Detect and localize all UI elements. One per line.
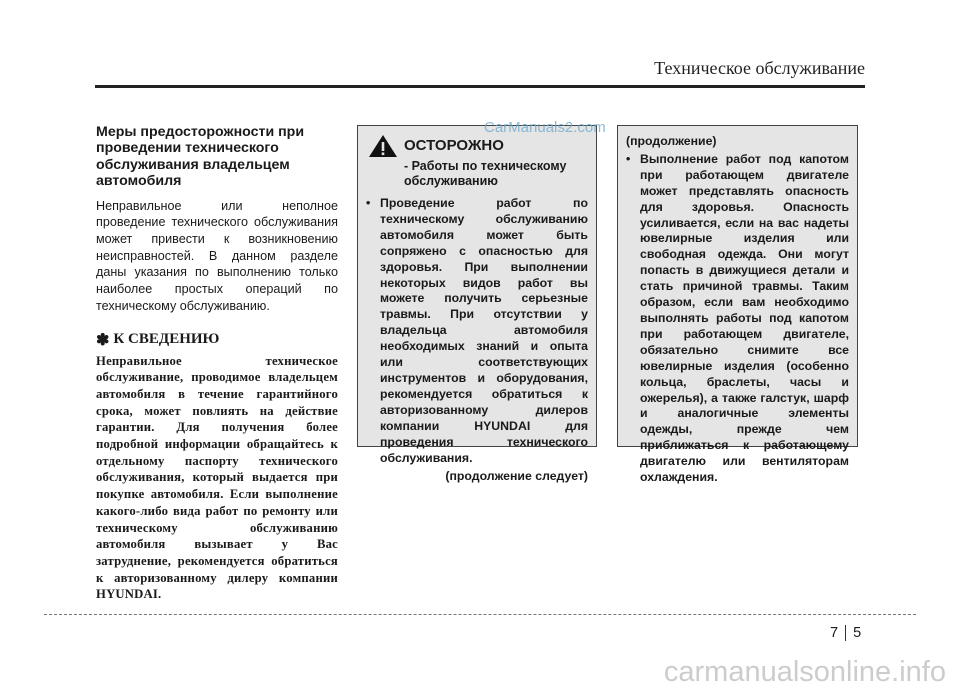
- watermark-bottom: carmanualsonline.info: [663, 656, 946, 688]
- bullet-icon: •: [366, 196, 371, 210]
- list-item: [626, 152, 849, 486]
- warning-header: [368, 134, 588, 158]
- note-title: К СВЕДЕНИЮ: [113, 331, 220, 348]
- chapter-number: 7: [830, 625, 839, 641]
- continued-note: (продолжение следует): [445, 469, 588, 484]
- page-number-value: 5: [853, 625, 862, 641]
- continued-warning-text: Выполнение работ под капотом при работающем двигателе может представлять опасность для здоровья. Опасность усиливается, если на вас надеты ювелирные изделия или свободная одежда. Они могут попасть в движущиеся детали и стать причиной травмы. Таким образом, если вам необходимо выполнять работы под капотом при работающем двигателе, обязательно снимите все ювелирные изделия (особенно кольца, браслеты, часы и ожерелья), а также галстук, шарф и аналогичные элементы одежды, прежде чем приближаться к работающему двигателю или вентиляторам охлаждения.: [640, 151, 849, 485]
- header-rule: [95, 85, 865, 88]
- watermark-top: CarManuals2.com: [484, 119, 606, 136]
- warning-box: [357, 125, 597, 484]
- page-number-divider: [845, 625, 846, 641]
- continued-warning-box: [617, 125, 858, 485]
- warning-triangle-icon: [368, 134, 398, 158]
- list-item: [366, 196, 588, 466]
- page-number: [830, 625, 861, 641]
- note-heading: [96, 330, 338, 350]
- footer-rule: [44, 614, 916, 615]
- section-heading: Меры предосторожности при проведении технического обслуживания владельцем автомобиля: [96, 124, 305, 190]
- warning-subtitle: - Работы по техническому обслуживанию: [404, 159, 567, 188]
- running-header-title: Техническое обслуживание: [654, 58, 865, 78]
- intro-paragraph: Неправильное или неполное проведение технического обслуживания может привести к возникновению неисправностей. В данном разделе даны указания по выполнению только наиболее простых операций по техническому обслуживанию.: [96, 198, 338, 313]
- asterisk-icon: ✽: [96, 331, 110, 349]
- warning-text: Проведение работ по техническому обслуживанию автомобиля может быть сопряжено с опасностью для здоровья. При выполнении некоторых видов работ вы можете получить серьезные травмы. При отсутствии у владельца автомобиля необходимых знаний и опыта или соответствующих инструментов и оборудования, рекомендуется обратиться к авторизованному дилеров компании HYUNDAI для проведения технического обслуживания.: [380, 196, 588, 465]
- left-column: [96, 124, 338, 603]
- note-paragraph: Неправильное техническое обслуживание, проводимое владельцем автомобиля в течение гарантийного срока, может повлиять на действие гарантии. Для получения более подробной информации обращайтесь к отдельному паспорту технического обслуживания, который выдается при покупке автомобиля. Если выполнение какого-либо вида работ по ремонту или техническому обслуживанию автомобиля вызывает у Вас затруднение, рекомендуется обратиться к авторизованному дилеру компании HYUNDAI.: [96, 353, 338, 602]
- warning-title: ОСТОРОЖНО: [404, 137, 504, 155]
- bullet-icon: •: [626, 151, 631, 166]
- continued-header: (продолжение): [626, 134, 717, 148]
